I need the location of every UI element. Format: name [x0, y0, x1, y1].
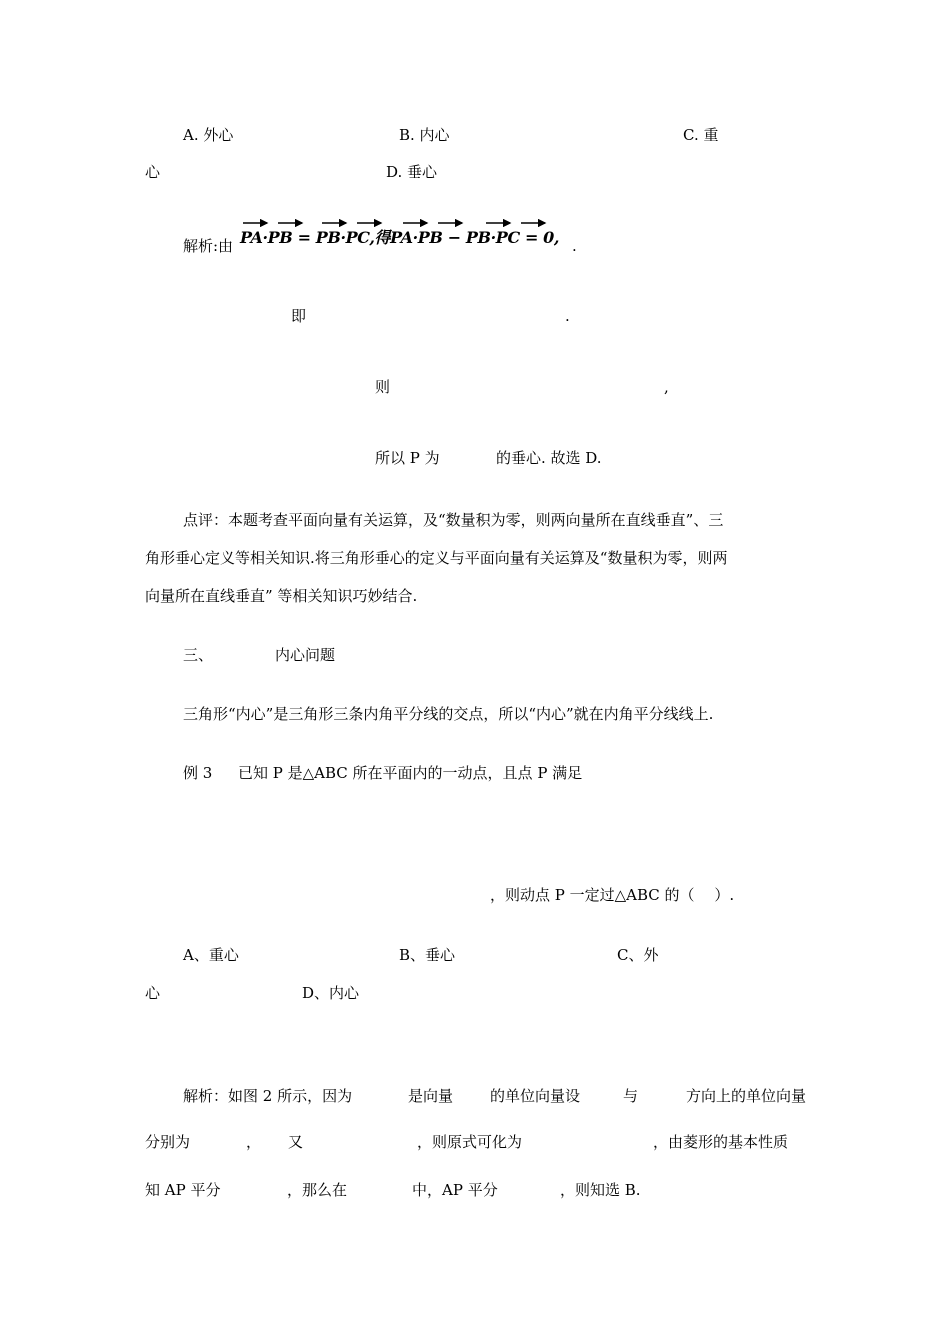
vector-equation-formula — [240, 217, 572, 247]
solution-conclusion-a: 所以 P 为 — [375, 449, 440, 467]
formula-text: PA·PB = PB·PC,得PA·PB − PB·PC = 0, — [240, 228, 560, 247]
solution3-line2-c: 又 — [288, 1133, 304, 1151]
solution-conclusion-b: 的垂心. 故选 D. — [496, 449, 602, 467]
solution-line-ze-end: , — [664, 378, 669, 396]
option-c-continued: 心 — [145, 984, 161, 1002]
solution-line-ji: 即 — [291, 307, 307, 325]
solution3-line3-b: ，那么在 — [287, 1181, 348, 1199]
section-number: 三、 — [183, 646, 214, 664]
comment-line-3: 向量所在直线垂直” 等相关知识巧妙结合. — [145, 587, 418, 605]
option-c-continued: 心 — [145, 163, 161, 181]
solution3-line2-e: ，由菱形的基本性质 — [653, 1133, 789, 1151]
section-title: 内心问题 — [275, 646, 336, 664]
solution3-line1-d: 与 — [623, 1087, 639, 1105]
section-intro: 三角形“内心”是三角形三条内角平分线的交点，所以“内心”就在内角平分线线上. — [183, 705, 714, 723]
solution3-line1-b: 是向量 — [408, 1087, 454, 1105]
solution-line-ji-end: . — [565, 307, 570, 325]
example-text: 已知 P 是△ABC 所在平面内的一动点，且点 P 满足 — [238, 764, 583, 782]
solution3-line1-a: 解析：如图 2 所示，因为 — [183, 1087, 353, 1105]
solution3-line1-e: 方向上的单位向量 — [686, 1087, 807, 1105]
option-a: A. 外心 — [183, 126, 234, 144]
example-text-continued: ，则动点 P 一定过△ABC 的（ ）. — [490, 886, 735, 904]
solution3-line1-c: 的单位向量设 — [490, 1087, 581, 1105]
option-b: B. 内心 — [399, 126, 450, 144]
option-d: D. 垂心 — [386, 163, 438, 181]
formula-period: . — [572, 237, 577, 255]
comment-line-1: 点评：本题考查平面向量有关运算，及“数量积为零，则两向量所在直线垂直”、三 — [183, 511, 724, 529]
solution3-line2-b: ， — [246, 1133, 262, 1151]
solution3-line3-a: 知 AP 平分 — [145, 1181, 221, 1199]
solution3-line3-d: ，则知选 B. — [560, 1181, 641, 1199]
solution-prefix: 解析:由 — [183, 237, 234, 255]
solution3-line2-d: ，则原式可化为 — [417, 1133, 523, 1151]
comment-line-2: 角形垂心定义等相关知识.将三角形垂心的定义与平面向量有关运算及“数量积为零，则两 — [145, 549, 728, 567]
solution3-line2-a: 分别为 — [145, 1133, 191, 1151]
option-b: B、垂心 — [399, 946, 456, 964]
example-label: 例 3 — [183, 764, 213, 782]
option-c: C. 重 — [683, 126, 719, 144]
solution3-line3-c: 中，AP 平分 — [412, 1181, 498, 1199]
option-c: C、外 — [617, 946, 659, 964]
solution-line-ze: 则 — [375, 378, 391, 396]
option-a: A、重心 — [183, 946, 239, 964]
option-d: D、内心 — [302, 984, 360, 1002]
